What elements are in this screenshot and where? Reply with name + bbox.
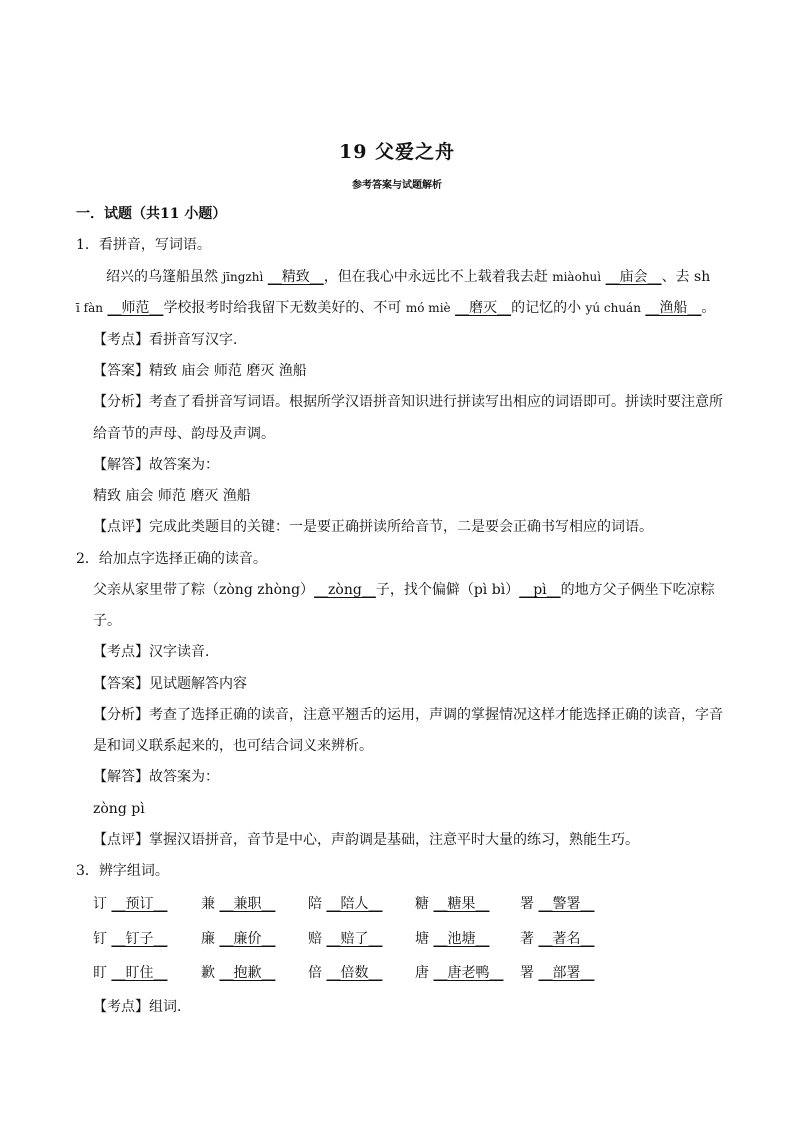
fenxi-tag: 【分析】 [93,394,149,410]
fenxi-text: 考查了选择正确的读音，注意平翘舌的运用，声调的掌握情况这样才能选择正确的读音，字音 [149,707,723,723]
kaodian-tag: 【考点】 [93,332,149,348]
q1-pinyin: ī fàn [76,301,103,315]
kaodian-tag: 【考点】 [93,644,149,660]
q3-item: 署 __部署__ [520,965,595,981]
q3-item: 塘 __池塘__ [415,931,490,947]
daan-tag: 【答案】 [93,676,149,692]
q3-item: 盯 __盯住__ [93,965,168,981]
q2-daan [93,675,247,693]
q1-answer: __精致__ [267,269,324,285]
kaodian-text: 组词． [149,999,191,1015]
q2-jieda [93,768,219,786]
q2-line1 [93,581,715,599]
q2-jieda-answer: zòng pì [93,801,145,817]
dianping-tag: 【点评】 [93,519,149,535]
dianping-text: 完成此类题目的关键：一是要正确拼读所给音节，二是要会正确书写相应的词语。 [149,519,653,535]
jieda-tag: 【解答】 [93,457,149,473]
section-heading: 一．试题（共11 小题） [76,206,227,222]
dianping-tag: 【点评】 [93,832,149,848]
q3-item: 廉 __廉价__ [201,931,276,947]
q1-fenxi [93,393,723,411]
q1-pinyin: miàohuì [552,270,602,284]
kaodian-tag: 【考点】 [93,999,149,1015]
q1-text: 、去 sh [661,269,711,285]
q2-dianping [93,831,639,849]
q1-line2 [76,299,715,317]
fenxi-tag: 【分析】 [93,707,149,723]
page-title: 19 父爱之舟 [338,141,456,163]
q1-answer: __渔船__ [645,300,702,316]
q1-kaodian [93,331,247,349]
q3-item: 糖 __糖果__ [415,896,490,912]
q1-daan [93,362,307,380]
q1-jieda-answer: 精致 庙会 师范 磨灭 渔船 [93,488,251,504]
q1-stem: 1．看拼音，写词语。 [76,237,211,253]
q3-kaodian [93,998,191,1016]
q1-dianping [93,518,653,536]
q2-stem: 2．给加点字选择正确的读音。 [76,551,267,567]
q1-answer: __庙会__ [605,269,662,285]
q1-text: ，但在我心中永远比不上载着我去赶 [323,269,548,285]
q3-item: 陪 __陪人__ [308,896,383,912]
daan-text: 精致 庙会 师范 磨灭 渔船 [149,363,307,379]
q2-text: 父亲从家里带了粽（zòng zhòng） [93,582,315,598]
q3-item: 署 __警署__ [520,896,595,912]
q3-item: 著 __著名__ [520,931,595,947]
jieda-tag: 【解答】 [93,769,149,785]
q3-item: 歉 __抱歉__ [201,965,276,981]
q3-item: 订 __预订__ [93,896,168,912]
q1-fenxi-cont: 给音节的声母、韵母及声调。 [93,426,275,442]
q2-kaodian [93,643,219,661]
jieda-text: 故答案为： [149,769,219,785]
q1-pinyin: mó miè [405,301,451,315]
daan-tag: 【答案】 [93,363,149,379]
q1-line1 [106,268,710,286]
page-subtitle: 参考答案与试题解析 [352,180,442,191]
q3-stem: 3．辨字组词。 [76,863,169,879]
kaodian-text: 看拼音写汉字． [149,332,247,348]
q1-answer: __师范__ [107,300,164,316]
q3-item: 赔 __赔了__ [308,931,383,947]
q1-pinyin: yú chuán [585,301,641,315]
q2-fenxi [93,706,723,724]
q3-item: 兼 __兼职__ [201,896,276,912]
q1-text: 绍兴的乌篷船虽然 [106,269,218,285]
fenxi-text: 考查了看拼音写词语。根据所学汉语拼音知识进行拼读写出相应的词语即可。拼读时要注意所 [149,394,723,410]
q2-text: 的地方父子俩坐下吃凉粽 [560,582,715,598]
q2-answer: __pì__ [519,582,561,598]
q1-answer: __磨灭__ [455,300,512,316]
q2-fenxi-cont: 是和词义联系起来的，也可结合词义来辨析。 [93,738,373,754]
q3-item: 钉 __钉子__ [93,931,168,947]
q1-pinyin: jīngzhì [222,270,264,284]
q1-jieda [93,456,219,474]
q1-text: 的记忆的小 [511,300,582,316]
q3-item: 唐 __唐老鸭__ [415,965,504,981]
q1-text: 。 [701,300,716,316]
q2-answer: __zòng__ [314,582,376,598]
dianping-text: 掌握汉语拼音，音节是中心，声韵调是基础，注意平时大量的练习，熟能生巧。 [149,832,639,848]
jieda-text: 故答案为： [149,457,219,473]
q2-line2: 子。 [93,613,121,629]
q1-text: 学校报考时给我留下无数美好的、不可 [163,300,402,316]
daan-text: 见试题解答内容 [149,676,247,692]
q3-item: 倍 __倍数__ [308,965,383,981]
kaodian-text: 汉字读音． [149,644,219,660]
q2-text: 子，找个偏僻（pì bì） [375,582,520,598]
